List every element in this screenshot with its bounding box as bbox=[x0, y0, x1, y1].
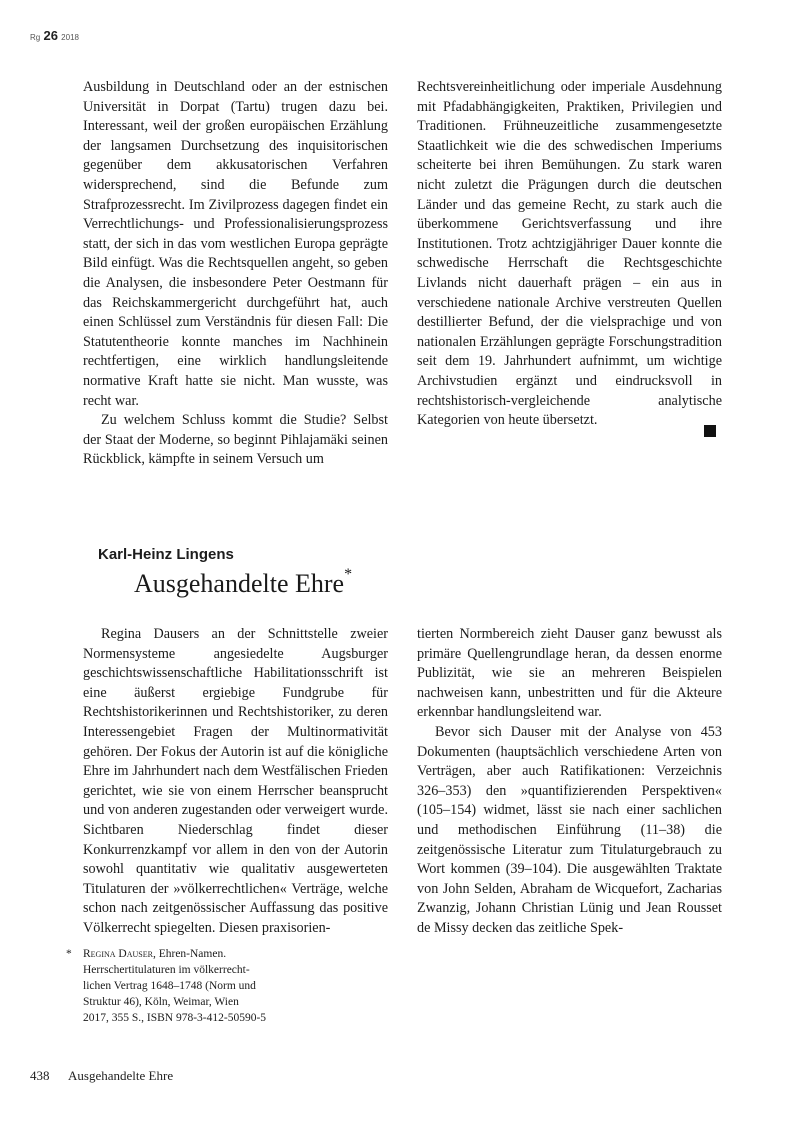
paragraph: tierten Normbereich zieht Dauser ganz bewusst als primäre Quellengrundlage heran, da dessen enorme Publizität, wie sie an mehreren Beispielen nachweisen kann, unbestritten und für die Akteure erkennbar handlungsleitend war. bbox=[417, 626, 722, 721]
paragraph: Ausbildung in Deutschland oder an der estnischen Universität in Dorpat (Tartu) trugen dazu bei. Interessant, weil der großen europäischen Erzählung der langsamen Durchsetzung des inquisitorischen gegenüber dem akkusatorischen Verfahren widersprechend, sind die Befunde zum Strafprozessrecht. Im Zivilprozess dagegen findet ein Verrechtlichungs- und Professionalisierungsprozess statt, der sich in das vom westlichen Europa geprägte Bild einfügt. Was die Rechtsquellen angeht, so geben die Analysen, die insbesondere Peter Oestmann für das Reichskammergericht durchgeführt hat, auch einen Schlüssel zum Verständnis für diesen Fall: Die Statutentheorie konnte manches im Nachhinein rechtfertigen, eine wirklich handlungsleitende normative Kraft hatte sie nicht. Man wusste, was recht war. bbox=[83, 79, 388, 409]
footnote-line: Struktur 46), Köln, Weimar, Wien bbox=[83, 996, 239, 1008]
review-column-left bbox=[83, 625, 388, 939]
page-number: 438 bbox=[30, 1068, 50, 1083]
paragraph: Bevor sich Dauser mit der Analyse von 453 Dokumenten (hauptsächlich verschiedene Arten von Verträgen, aber auch Ratifikationen: Verzeichnis 326–353) den »quantifizierenden Perspektiven« (105–154) widmet, lässt sie nach einer sachlichen und methodischen Einführung (11–38) die zeitgenössische Literatur zum Titulaturgebrauch zu Wort kommen (39–104). Die ausgewählten Traktate von John Selden, Abraham de Wicquefort, Zacharias Zwanzig, Johann Christian Lünig und Jean Rousset de Missy decken das zeitliche Spek- bbox=[417, 723, 722, 936]
paragraph: Zu welchem Schluss kommt die Studie? Selbst der Staat der Moderne, so beginnt Pihlajamäki seinen Rückblick, kämpfte in seinem Versuch um bbox=[83, 412, 388, 468]
paragraph: Regina Dausers an der Schnittstelle zweier Normensysteme angesiedelte Augsburger geschichtswissenschaftliche Habilitationsschrift ist eine äußerst ergiebige Fundgrube für Rechtshistorikerinnen und Rechtshistoriker, zu deren Interessengebiet Fragen der Multinormativität gehören. Der Fokus der Autorin ist auf die königliche Ehre im Jahrhundert nach dem Westfälischen Frieden gerichtet, wie sie von einem Herrscher beansprucht und von anderen zugestanden oder verweigert wurde. Sichtbaren Niederschlag findet dieser Konkurrenzkampf vor allem in den von der Autorin sowohl quantitativ wie qualitativ ausgewerteten Titulaturen der »völkerrechtlichen« Verträge, welche schon nach zeitgenössischer Auffassung das positive Völkerrecht spiegelten. Diesen praxisorien- bbox=[83, 626, 388, 936]
journal-year: 2018 bbox=[61, 33, 79, 42]
footnote-reference: * bbox=[344, 566, 353, 583]
footnote-mark: * bbox=[66, 948, 72, 960]
footnote-text: , Ehren-Namen. bbox=[152, 948, 227, 960]
journal-volume: 26 bbox=[43, 28, 58, 43]
footnote-line: Herrschertitulaturen im völkerrecht- bbox=[83, 964, 250, 976]
paragraph: Rechtsvereinheitlichung oder imperiale Ausdehnung mit Pfadabhängigkeiten, Praktiken, Privilegien und Traditionen. Frühneuzeitliche zusammengesetzte Staatlichkeit wie die des schwedischen Imperiums scheiterte bei ihren Bemühungen. Zu stark waren nicht zuletzt die Prägungen durch die deutschen Länder und das gemeine Recht, zu stark auch die überkommene Gerichtsverfassung und ihre Institutionen. Trotz achtzigjähriger Dauer konnte die schwedische Herrschaft die Rechtsgeschichte Livlands nicht dauerhaft prägen – ein aus in verschiedene nationale Archive verstreuten Quellen destillierter Befund, der die vielsprachige und von nationalen Erzählungen geprägte Forschungstradition seit dem 19. Jahrhundert aufnimmt, um wichtige Archivstudien ergänzt und eindrucksvoll in rechtshistorisch-vergleichende analytische Kategorien von heute übersetzt. bbox=[417, 79, 722, 429]
footnote-author: Regina Dauser bbox=[83, 948, 153, 960]
end-of-article-mark bbox=[704, 425, 716, 437]
previous-review-column-right bbox=[417, 78, 722, 431]
review-column-right bbox=[417, 625, 722, 939]
review-author: Karl-Heinz Lingens bbox=[98, 546, 234, 563]
footnote-line: lichen Vertrag 1648–1748 (Norm und bbox=[83, 980, 256, 992]
review-title-text: Ausgehandelte Ehre bbox=[134, 569, 345, 598]
running-title: Ausgehandelte Ehre bbox=[68, 1068, 174, 1083]
journal-header bbox=[30, 28, 79, 43]
journal-abbrev: Rg bbox=[30, 33, 41, 42]
footnote bbox=[66, 946, 266, 1026]
page-footer bbox=[30, 1068, 173, 1084]
previous-review-column-left bbox=[83, 78, 388, 470]
footnote-line bbox=[83, 946, 266, 962]
review-title bbox=[134, 566, 353, 599]
footnote-line: 2017, 355 S., ISBN 978-3-412-50590-5 bbox=[83, 1012, 267, 1024]
